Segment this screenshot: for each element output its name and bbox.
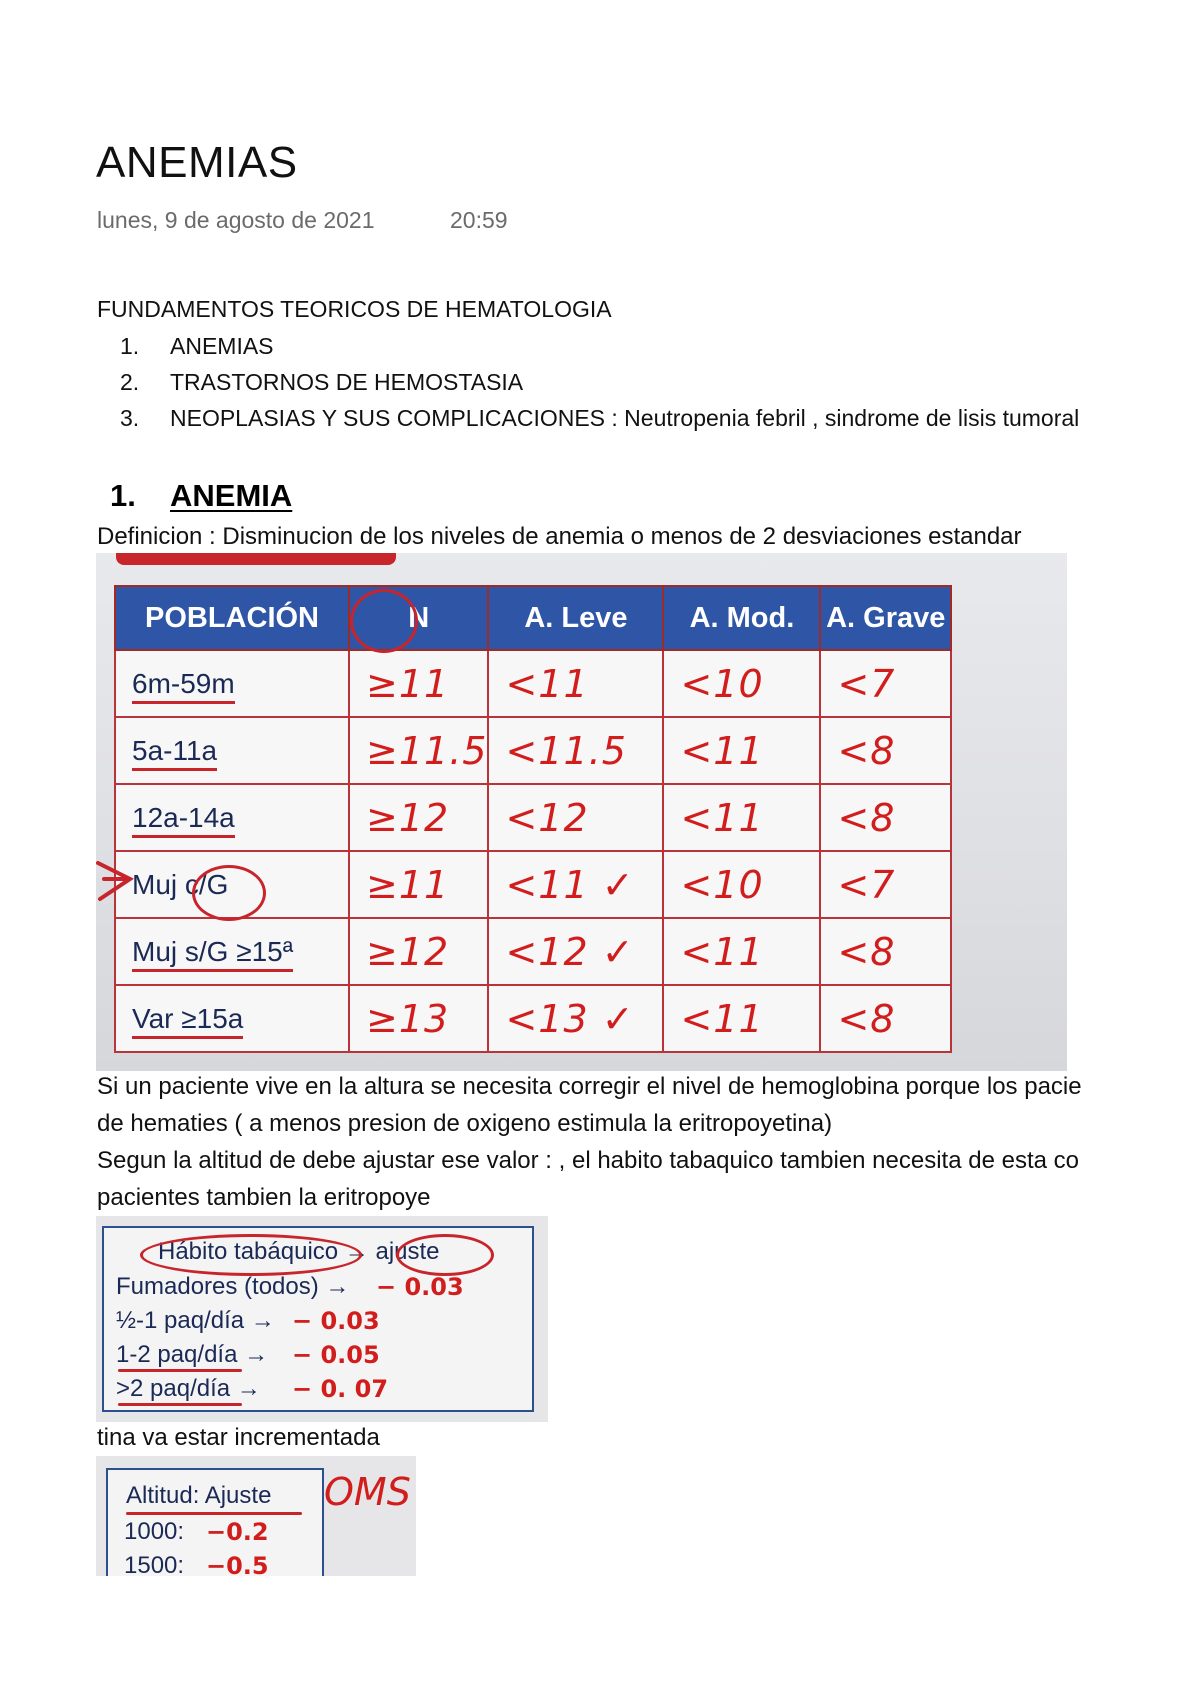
altitude-label: 1500: [124, 1552, 185, 1576]
section-title [170, 478, 292, 514]
altitude-value: −0.5 [206, 1552, 269, 1576]
table-row [115, 985, 951, 1052]
cell-leve: <12 [488, 784, 663, 851]
cell-mod: <10 [663, 851, 820, 918]
smoking-value: − 0. 07 [292, 1375, 389, 1403]
altitude-label: 1000: [124, 1518, 185, 1545]
cell-leve: <13 ✓ [488, 985, 663, 1052]
definition-text: Definicion : Disminucion de los niveles de anemia o menos de 2 desviaciones estandar [97, 523, 1022, 550]
cell-poblacion-text: 12a-14a [132, 802, 235, 838]
n-header-circle [350, 589, 418, 653]
section-number: 1. [110, 478, 136, 513]
cell-mod: <11 [663, 784, 820, 851]
intro-heading: FUNDAMENTOS TEORICOS DE HEMATOLOGIA [97, 296, 612, 322]
cell-poblacion-text: Muj s/G ≥15ª [132, 936, 293, 972]
oms-note: OMS [324, 1470, 411, 1514]
underline-mark [118, 1369, 242, 1372]
anemia-table [114, 585, 952, 1053]
anemia-table-image [96, 553, 1067, 1071]
table-row [115, 918, 951, 985]
cell-grave: <8 [820, 918, 951, 985]
smoking-label: >2 paq/día → [116, 1375, 261, 1402]
cell-mod: <11 [663, 918, 820, 985]
cell-grave: <7 [820, 851, 951, 918]
table-row [115, 650, 951, 717]
list-item: ANEMIAS [170, 333, 274, 359]
cell-poblacion [115, 784, 349, 851]
cell-mod: <10 [663, 650, 820, 717]
list-item: TRASTORNOS DE HEMOSTASIA [170, 369, 524, 395]
ajuste-circle [396, 1234, 494, 1276]
cell-n: ≥13 [349, 985, 488, 1052]
altitude-value: −0.2 [206, 1518, 269, 1546]
smoking-header: Hábito tabáquico → ajuste [158, 1238, 440, 1265]
cell-leve: <11 [488, 650, 663, 717]
header-leve: A. Leve [488, 586, 663, 650]
cell-poblacion [115, 985, 349, 1052]
table-row [115, 784, 951, 851]
smoking-label: Fumadores (todos) → [116, 1273, 350, 1300]
list-item-number: 3. [120, 405, 140, 431]
cell-grave: <8 [820, 784, 951, 851]
cell-grave: <7 [820, 650, 951, 717]
page-time: 20:59 [450, 207, 508, 233]
paragraph-line: tina va estar incrementada [97, 1424, 380, 1451]
list-item-number: 1. [120, 333, 140, 359]
smoking-value: − 0.03 [292, 1307, 380, 1335]
cell-poblacion [115, 717, 349, 784]
page-date: lunes, 9 de agosto de 2021 [97, 207, 375, 233]
cell-leve: <11 ✓ [488, 851, 663, 918]
smoking-label: ½-1 paq/día → [116, 1307, 275, 1334]
cell-poblacion [115, 918, 349, 985]
cell-mod: <11 [663, 985, 820, 1052]
page-title: ANEMIAS [96, 138, 298, 187]
header-grave: A. Grave [820, 586, 951, 650]
cell-n: ≥12 [349, 918, 488, 985]
habito-circle [140, 1234, 362, 1276]
cell-n: ≥11 [349, 851, 488, 918]
header-mod: A. Mod. [663, 586, 820, 650]
cell-n: ≥12 [349, 784, 488, 851]
cell-mod: <11 [663, 717, 820, 784]
altitude-header: Altitud: Ajuste [126, 1482, 272, 1509]
underline-mark [126, 1512, 302, 1515]
table-header-row [115, 586, 951, 650]
smoking-adjust-image [96, 1216, 548, 1422]
section-title-text: ANEMIA [170, 478, 293, 513]
arrow-annotation-icon [96, 843, 136, 913]
cell-poblacion [115, 650, 349, 717]
list-item-number: 2. [120, 369, 140, 395]
paragraph-line: Si un paciente vive en la altura se necesita corregir el nivel de hemoglobina porque los pacie [97, 1073, 1082, 1100]
cell-n: ≥11.5 [349, 717, 488, 784]
cell-poblacion-text: 6m-59m [132, 668, 235, 704]
header-poblacion: POBLACIÓN [115, 586, 349, 650]
cell-n: ≥11 [349, 650, 488, 717]
smoking-value: − 0.05 [292, 1341, 380, 1369]
red-marker-bar [116, 553, 396, 565]
cell-grave: <8 [820, 985, 951, 1052]
paragraph-line: Segun la altitud de debe ajustar ese valor : , el habito tabaquico tambien necesita de esta co [97, 1147, 1079, 1174]
list-item: NEOPLASIAS Y SUS COMPLICACIONES : Neutropenia febril , sindrome de lisis tumoral [170, 405, 1080, 431]
cell-grave: <8 [820, 717, 951, 784]
altitude-adjust-image [96, 1456, 416, 1576]
header-n: N [349, 586, 488, 650]
paragraph-line: pacientes tambien la eritropoye [97, 1184, 431, 1211]
cell-leve: <11.5 [488, 717, 663, 784]
paragraph-line: de hematies ( a menos presion de oxigeno estimula la eritropoyetina) [97, 1110, 833, 1137]
cell-leve: <12 ✓ [488, 918, 663, 985]
cell-poblacion-text: Var ≥15a [132, 1003, 243, 1039]
table-row [115, 717, 951, 784]
smoking-label: 1-2 paq/día → [116, 1341, 269, 1368]
cell-poblacion-text: Muj c/G [132, 868, 229, 900]
cg-circle [192, 865, 266, 921]
smoking-value: − 0.03 [376, 1273, 464, 1301]
underline-mark [118, 1403, 242, 1406]
cell-poblacion-text: 5a-11a [132, 735, 217, 771]
